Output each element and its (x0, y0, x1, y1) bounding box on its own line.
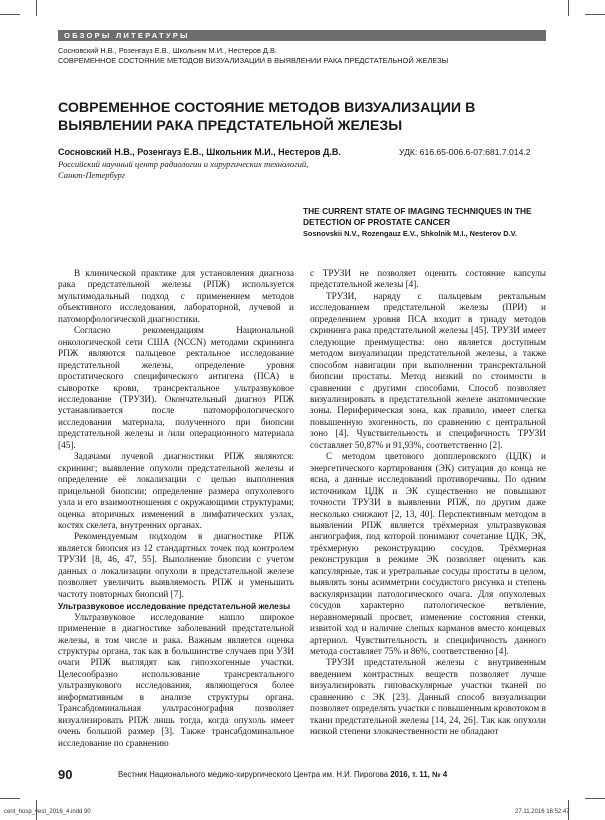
crop-mark (36, 0, 37, 16)
paragraph: В клинической практике для установления диагноза рака предстательной железы (РПЖ) используется мультимодальный подход с применением методов объективного исследования, лабораторной, лучевой и патоморфологической диагностики. (58, 269, 294, 325)
paragraph: Согласно рекомендациям Национальной онкологической сети США (NCCN) методами скрининга РПЖ являются пальцевое ректальное исследование предстательной железы, определение уровня простатического специфического антигена (ПСА) в сыворотке крови, трансректальное ультразвуковое исследование (ТРУЗИ). Окончательный диагноз РПЖ устанавливается после патоморфологического исследования материала, полученного при биопсии предстательной железы и /или операционного материала [45]. (58, 326, 294, 451)
journal-name: Вестник Национального медико-хирургического Центра им. Н.И. Пирогова (118, 770, 389, 779)
text-column-left (58, 269, 294, 750)
paragraph: Рекомендуемым подходом в диагностике РПЖ является биопсия из 12 стандартных точек под контролем ТРУЗИ [8, 46, 47, 55]. Выполнение биопсии с учетом данных о локализации опухоли в предстательной железе позволяет увеличить выявляемость РПЖ и уменьшить частоту повторных биопсий [7]. (58, 532, 294, 600)
print-slug-date: 27.11.2016 16:52:47 (515, 809, 570, 815)
crop-mark (585, 14, 605, 15)
paragraph: Ультразвуковое исследование нашло широкое применение в диагностике заболеваний предстательной железы, в том числе и рака. Важным является оценка структуры органа, так как в большинстве случаев при УЗИ очаги РПЖ выглядят как гипоэхогенные участки. Целесообразно использование трансректального ультразвукового исследования, являющегося более информативным в анализе структуры органа. Трансабдоминальная ультрасонография позволяет визуализировать РПЖ лишь тогда, когда опухоль имеет очень большой размер [3]. Также трансабдоминальное исследование по сравнению (58, 612, 294, 749)
paragraph: ТРУЗИ предстательной железы с внутривенным введением контрастных веществ позволяет лучше визуализировать гиповаскулярные участки тканей по сравнению с ЭК [23]. Данный способ визуализации позволяет определять участки с повышенным кровотоком в ткани предстательной железы [14, 24, 26]. Так как опухоли низкой степени злокачественности не обладают (310, 658, 546, 738)
article-authors: Сосновский Н.В., Розенгауз Е.В., Школьник М.И., Нестеров Д.В. (58, 147, 341, 157)
section-label: ОБЗОРЫ ЛИТЕРАТУРЫ (64, 31, 190, 40)
english-authors: Sosnovskii N.V., Rozengauz E.V., Shkolnik M.I., Nesterov D.V. (303, 229, 517, 238)
paragraph: Задачами лучевой диагностики РПЖ являются: скрининг; выявление опухоли предстательной железы и определение её локализации с целью выполнения прицельной биопсии; определение размера опухолевого узла и его взаимоотношения с окружающими структурами; оценка вторичных изменений в лимфатических узлах, костях скелета, внутренних органах. (58, 452, 294, 531)
running-authors: Сосновский Н.В., Розенгауз Е.В., Школьник М.И., Нестеров Д.В. (58, 46, 277, 55)
paragraph: с ТРУЗИ не позволяет оценить состояние капсулы предстательной железы [4]. (310, 269, 546, 291)
crop-mark (0, 14, 20, 15)
page-number: 90 (58, 767, 73, 782)
journal-footer (118, 770, 447, 779)
print-slug-file: cent_hosp_vest_2016_4.indd 90 (4, 809, 91, 815)
paragraph: ТРУЗИ, наряду с пальцевым ректальным исследованием предстательной железы (ПРИ) и определением уровня ПСА входит в триаду методов скрининга рака предстательной железы [45]. ТРУЗИ имеет следующие преимущества: оно является доступным методом визуализации предстательной железы, а также способом навигации при выполнении трансректальной биопсии простаты. Метод низкий по стоимости в сравнении с другими способами. Способ позволяет визуализировать в предстательной железе анатомические зоны. Периферическая зона, как правило, имеет слегка повышенную эхогенность, по сравнению с центральной зоно [4]. Чувствительность и специфичность ТРУЗИ составляет 50,87% и 91,93%, соответственно [2]. (310, 291, 546, 451)
article-title: СОВРЕМЕННОЕ СОСТОЯНИЕ МЕТОДОВ ВИЗУАЛИЗАЦИИ В ВЫЯВЛЕНИИ РАКА ПРЕДСТАТЕЛЬНОЙ ЖЕЛЕЗЫ (58, 100, 476, 134)
crop-mark (585, 798, 605, 799)
section-heading: Ультразвуковое исследование предстательной железы (58, 601, 291, 612)
paragraph: С методом цветового допплеровского (ЦДК) и энергетического картирования (ЭК) ситуация до конца не ясна, а данные исследований противоречивы. По одним источникам ЦДК и ЭК существенно не повышают точности ТРУЗИ в выявлении РПЖ, по другим даже несколько снижают [2, 13, 40]. Перспективным методом в выявлении РПЖ является трёхмерная ультразвуковая ангиография, под которой понимают сочетание ЦДК, ЭК, трёхмерную реконструкцию сосудов. Трёхмерная реконструкция в режиме ЭК позволяет оценить как капсулярные, так и уретральные сосуды простаты в целом, выявлять зоны асимметрии сосудистого рисунка и степень васкуляризации патологического очага. Для опухолевых сосудов характерно патологическое ветвление, неравномерный просвет, изменение состояния стенки, извитой ход и наличие слепых карманов вместо концевых артериол. Чувствительность и специфичность данного метода составляет 75% и 86%, соответственно [4]. (310, 452, 546, 657)
udk-code: УДК: 616.65-006.6-07:681.7.014.2 (399, 147, 531, 157)
journal-issue: 2016, т. 11, № 4 (390, 770, 448, 779)
english-title: THE CURRENT STATE OF IMAGING TECHNIQUES IN THE DETECTION OF PROSTATE CANCER (303, 206, 532, 227)
crop-mark (0, 798, 20, 799)
crop-mark (568, 0, 569, 16)
text-column-right (310, 269, 546, 739)
affiliation: Российский научный центр радиологии и хирургических технологий, Санкт-Петербург (58, 159, 309, 181)
running-title: СОВРЕМЕННОЕ СОСТОЯНИЕ МЕТОДОВ ВИЗУАЛИЗАЦИИ В ВЫЯВЛЕНИИ РАКА ПРЕДСТАТЕЛЬНОЙ ЖЕЛЕЗЫ (58, 56, 449, 65)
